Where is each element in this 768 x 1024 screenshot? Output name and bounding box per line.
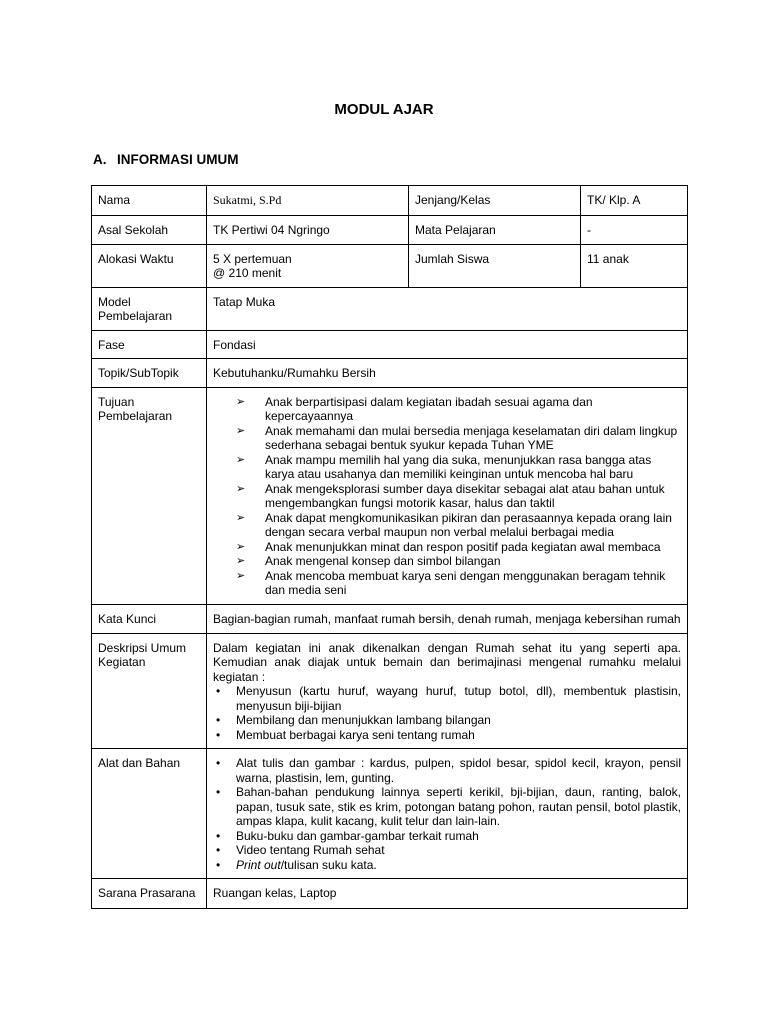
mata-pelajaran-value: - (581, 216, 688, 245)
list-item: • Membilang dan menunjukkan lambang bilangan (216, 713, 491, 727)
list-item: ➢ Anak mengeksplorasi sumber daya disekitar sebagai alat atau bahan untuk mengembangkan fungsi motorik kasar, halus dan taktil (236, 481, 665, 510)
jenjang-label: Jenjang/Kelas (409, 186, 581, 216)
bullet-dot-icon: • (216, 727, 221, 742)
arrow-bullet-icon: ➢ (236, 568, 246, 582)
deskripsi-intro: Dalam kegiatan ini anak dikenalkan dengan Rumah sehat itu yang seperti apa. Kemudian anak diajak untuk bemain dan berimajinasi mengenal rumahku melalui kegiatan : (213, 640, 681, 684)
row-model-pembelajaran (92, 287, 688, 330)
alat-bahan-value (207, 749, 688, 879)
list-item: • Menyusun (kartu huruf, wayang huruf, tutup botol, dll), membentuk plastisin, menyusun biji-bijian (216, 684, 681, 713)
arrow-bullet-icon: ➢ (236, 554, 246, 567)
bullet-dot-icon: • (216, 843, 221, 857)
jenjang-value: TK/ Klp. A (581, 186, 688, 216)
deskripsi-kegiatan-label: Deskripsi Umum Kegiatan (92, 633, 207, 749)
kata-kunci-label: Kata Kunci (92, 604, 207, 633)
list-item: • Alat tulis dan gambar : kardus, pulpen, spidol besar, spidol kecil, krayon, pensil warna, plastisin, lem, gunting. (216, 756, 681, 785)
section-number: A. (93, 152, 107, 167)
section-title: INFORMASI UMUM (117, 152, 239, 167)
list-item: ➢ Anak mampu memilih hal yang dia suka, menunjukkan rasa bangga atas karya atau usahanya dan memiliki keinginan untuk mencoba hal baru (236, 452, 652, 481)
alokasi-waktu-value (207, 244, 409, 287)
bullet-dot-icon: • (216, 857, 221, 872)
asal-sekolah-label: Asal Sekolah (92, 216, 207, 245)
section-heading (93, 152, 239, 167)
tujuan-pembelajaran-label: Tujuan Pembelajaran (92, 387, 207, 604)
list-item: • Buku-buku dan gambar-gambar terkait rumah (216, 828, 479, 843)
sarana-prasarana-label: Sarana Prasarana (92, 879, 207, 909)
row-tujuan-pembelajaran (92, 387, 688, 604)
arrow-bullet-icon: ➢ (236, 510, 246, 524)
jumlah-siswa-label: Jumlah Siswa (409, 244, 581, 287)
nama-value: Sukatmi, S.Pd (207, 186, 409, 216)
list-item: ➢ Anak dapat mengkomunikasikan pikiran dan perasaannya kepada orang lain dengan secara verbal maupun non verbal melalui berbagai media (236, 510, 672, 539)
bullet-dot-icon: • (216, 785, 221, 799)
row-sarana-prasarana (92, 879, 688, 909)
list-item: ➢ Anak mengenal konsep dan simbol bilangan (236, 554, 501, 568)
arrow-bullet-icon: ➢ (236, 452, 246, 466)
print-out-rest: /tulisan suku kata. (280, 857, 377, 872)
deskripsi-kegiatan-value (207, 633, 688, 749)
fase-label: Fase (92, 330, 207, 359)
asal-sekolah-value: TK Pertiwi 04 Ngringo (207, 216, 409, 245)
document-title: MODUL AJAR (334, 101, 434, 118)
row-alat-bahan (92, 749, 688, 879)
bullet-dot-icon: • (216, 684, 221, 698)
list-item: • Bahan-bahan pendukung lainnya seperti kerikil, bji-bijian, daun, ranting, balok, papan, tusuk sate, stik es krim, potongan batang pohon, rautan pensil, botol plastik, ampas klapa, kulit kacang, kulit telur dan lain-lain. (216, 785, 681, 828)
fase-value: Fondasi (207, 330, 688, 359)
model-pembelajaran-label: Model Pembelajaran (92, 287, 207, 330)
list-item (216, 857, 681, 873)
kata-kunci-value: Bagian-bagian rumah, manfaat rumah bersih, denah rumah, menjaga kebersihan rumah (207, 604, 688, 633)
topik-value: Kebutuhanku/Rumahku Bersih (207, 359, 688, 388)
alokasi-waktu-label: Alokasi Waktu (92, 244, 207, 287)
tujuan-pembelajaran-value (207, 387, 688, 604)
row-fase (92, 330, 688, 359)
nama-label: Nama (92, 186, 207, 216)
informasi-umum-table (91, 185, 688, 909)
row-nama (92, 186, 688, 216)
arrow-bullet-icon: ➢ (236, 423, 246, 437)
bullet-dot-icon: • (216, 828, 221, 843)
alokasi-waktu-line1: 5 X pertemuan (213, 251, 292, 266)
alat-list (213, 756, 681, 872)
list-item: • Video tentang Rumah sehat (216, 843, 385, 857)
arrow-bullet-icon: ➢ (236, 394, 246, 408)
list-item: ➢ Anak memahami dan mulai bersedia menjaga keselamatan diri dalam lingkup sederhana sebagai bentuk syukur kepada Tuhan YME (236, 423, 678, 452)
mata-pelajaran-label: Mata Pelajaran (409, 216, 581, 245)
bullet-dot-icon: • (216, 713, 221, 727)
list-item: ➢ Anak menunjukkan minat dan respon positif pada kegiatan awal membaca (236, 539, 661, 554)
list-item: • Membuat berbagai karya seni tentang rumah (216, 727, 475, 742)
sarana-prasarana-value: Ruangan kelas, Laptop (207, 879, 688, 909)
list-item: ➢ Anak berpartisipasi dalam kegiatan ibadah sesuai agama dan kepercayaannya (236, 394, 593, 423)
bullet-dot-icon: • (216, 756, 221, 770)
jumlah-siswa-value: 11 anak (581, 244, 688, 287)
arrow-bullet-icon: ➢ (236, 539, 246, 553)
alat-bahan-label: Alat dan Bahan (92, 749, 207, 879)
row-asal-sekolah (92, 216, 688, 245)
alokasi-waktu-line2: @ 210 menit (213, 266, 282, 280)
topik-label: Topik/SubTopik (92, 359, 207, 388)
deskripsi-list (213, 684, 681, 742)
list-item: ➢ Anak mencoba membuat karya seni dengan menggunakan beragam tehnik dan media seni (236, 568, 666, 597)
tujuan-list (213, 395, 681, 598)
row-topik (92, 359, 688, 388)
row-deskripsi-kegiatan (92, 633, 688, 749)
arrow-bullet-icon: ➢ (236, 481, 246, 495)
row-alokasi-waktu (92, 244, 688, 287)
print-out-italic: Print out (236, 857, 281, 872)
model-pembelajaran-value: Tatap Muka (207, 287, 688, 330)
row-kata-kunci (92, 604, 688, 633)
